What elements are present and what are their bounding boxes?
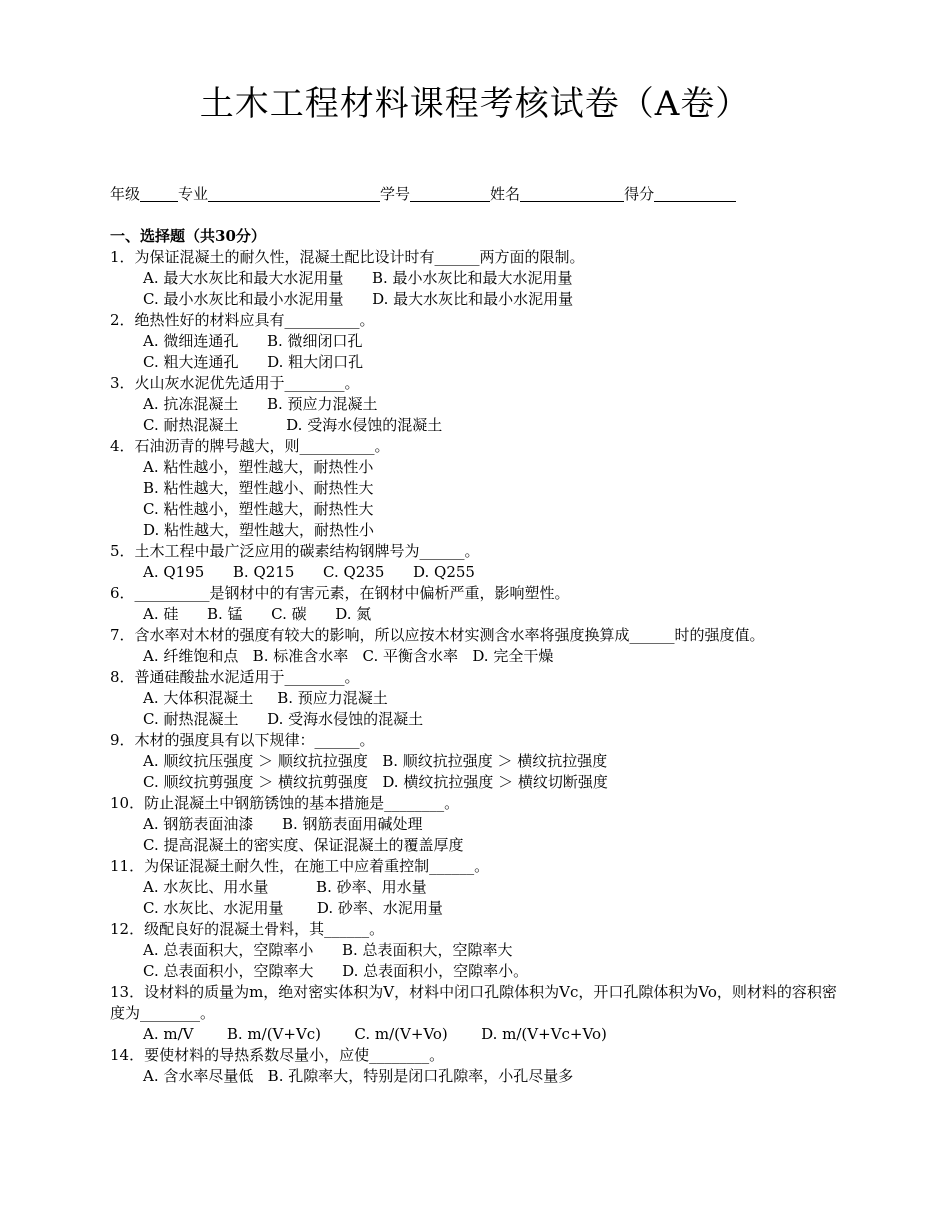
question-options-line: A. 总表面积大，空隙率小 B. 总表面积大，空隙率大: [143, 941, 513, 959]
question-options-line: A. 含水率尽量低 B. 孔隙率大，特别是闭口孔隙率，小孔尽量多: [143, 1067, 574, 1085]
question-options-line: C. 顺纹抗剪强度 ＞ 横纹抗剪强度 D. 横纹抗拉强度 ＞ 横纹切断强度: [143, 773, 608, 791]
name-label: 姓名: [490, 185, 521, 203]
question-stem: 12．级配良好的混凝土骨料，其______。: [110, 920, 385, 938]
question-options-line: C. 粗大连通孔 D. 粗大闭口孔: [143, 353, 364, 371]
question-options-line: C. 水灰比、水泥用量 D. 砂率、水泥用量: [143, 899, 443, 917]
question-options-line: C. 耐热混凝土 D. 受海水侵蚀的混凝土: [143, 416, 443, 434]
question-item: [110, 919, 840, 982]
question-options-line: A. Q195 B. Q215 C. Q235 D. Q255: [143, 563, 475, 581]
student-id-label: 学号: [380, 185, 411, 203]
grade-label: 年级: [110, 185, 141, 203]
major-blank: [208, 185, 380, 202]
question-item: [110, 541, 840, 583]
question-options-line: A. 硅 B. 锰 C. 碳 D. 氮: [143, 605, 372, 623]
score-blank: [654, 185, 736, 202]
question-options-line: A. 顺纹抗压强度 ＞ 顺纹抗拉强度 B. 顺纹抗拉强度 ＞ 横纹抗拉强度: [143, 752, 608, 770]
question-options-line: A. m/V B. m/(V+Vc) C. m/(V+Vo) D. m/(V+Vc+Vo): [143, 1025, 607, 1043]
question-options-line: A. 抗冻混凝土 B. 预应力混凝土: [143, 395, 378, 413]
score-label: 得分: [624, 185, 655, 203]
question-stem: 7．含水率对木材的强度有较大的影响，所以应按木材实测含水率将强度换算成______时的强度值。: [110, 626, 765, 644]
student-info-line: [110, 184, 736, 204]
question-item: [110, 982, 840, 1045]
question-options-line: C. 提高混凝土的密实度、保证混凝土的覆盖厚度: [143, 836, 464, 854]
section-heading: 一、选择题（共30分）: [110, 227, 266, 245]
question-stem: 6．__________是钢材中的有害元素，在钢材中偏析严重，影响塑性。: [110, 584, 570, 602]
question-item: [110, 1045, 840, 1087]
question-item: [110, 625, 840, 667]
question-stem: 14．要使材料的导热系数尽量小，应使________。: [110, 1046, 445, 1064]
question-stem: 4．石油沥青的牌号越大，则__________。: [110, 437, 390, 455]
question-stem: 8．普通硅酸盐水泥适用于________。: [110, 668, 360, 686]
question-item: [110, 373, 840, 436]
question-stem: 5．土木工程中最广泛应用的碳素结构钢牌号为______。: [110, 542, 480, 560]
question-item: [110, 856, 840, 919]
question-stem: 2．绝热性好的材料应具有__________。: [110, 311, 375, 329]
question-options-line: A. 微细连通孔 B. 微细闭口孔: [143, 332, 363, 350]
question-options-line: A. 水灰比、用水量 B. 砂率、用水量: [143, 878, 427, 896]
student-id-blank: [410, 185, 490, 202]
question-options-line: C. 耐热混凝土 D. 受海水侵蚀的混凝土: [143, 710, 424, 728]
question-options-line: C. 总表面积小，空隙率大 D. 总表面积小，空隙率小。: [143, 962, 529, 980]
grade-blank: [140, 185, 178, 202]
question-options-line: C. 最小水灰比和最小水泥用量 D. 最大水灰比和最小水泥用量: [143, 290, 574, 308]
question-options-line: A. 最大水灰比和最大水泥用量 B. 最小水灰比和最大水泥用量: [143, 269, 573, 287]
question-options-line: A. 大体积混凝土 B. 预应力混凝土: [143, 689, 388, 707]
question-item: [110, 247, 840, 310]
exam-title: 土木工程材料课程考核试卷（A卷）: [199, 84, 751, 124]
question-stem: 3．火山灰水泥优先适用于________。: [110, 374, 360, 392]
question-item: [110, 583, 840, 625]
question-item: [110, 667, 840, 730]
question-stem: 11．为保证混凝土耐久性，在施工中应着重控制______。: [110, 857, 490, 875]
name-blank: [520, 185, 624, 202]
question-options-line: B. 粘性越大，塑性越小、耐热性大: [143, 479, 374, 497]
question-item: [110, 436, 840, 541]
question-stem: 10．防止混凝土中钢筋锈蚀的基本措施是________。: [110, 794, 460, 812]
question-stem: 13．设材料的质量为m，绝对密实体积为V，材料中闭口孔隙体积为Vc，开口孔隙体积为Vo，则材料的容积密度为________。: [110, 983, 837, 1022]
question-options-line: A. 钢筋表面油漆 B. 钢筋表面用碱处理: [143, 815, 423, 833]
question-options-line: C. 粘性越小，塑性越大，耐热性大: [143, 500, 374, 518]
major-label: 专业: [178, 185, 209, 203]
question-item: [110, 730, 840, 793]
question-item: [110, 310, 840, 373]
question-options-line: D. 粘性越大，塑性越大，耐热性小: [143, 521, 375, 539]
question-options-line: A. 粘性越小，塑性越大，耐热性小: [143, 458, 374, 476]
question-stem: 1．为保证混凝土的耐久性，混凝土配比设计时有______两方面的限制。: [110, 248, 585, 266]
question-list: [110, 247, 840, 1087]
question-item: [110, 793, 840, 856]
question-stem: 9．木材的强度具有以下规律：______。: [110, 731, 375, 749]
question-options-line: A. 纤维饱和点 B. 标准含水率 C. 平衡含水率 D. 完全干燥: [143, 647, 554, 665]
